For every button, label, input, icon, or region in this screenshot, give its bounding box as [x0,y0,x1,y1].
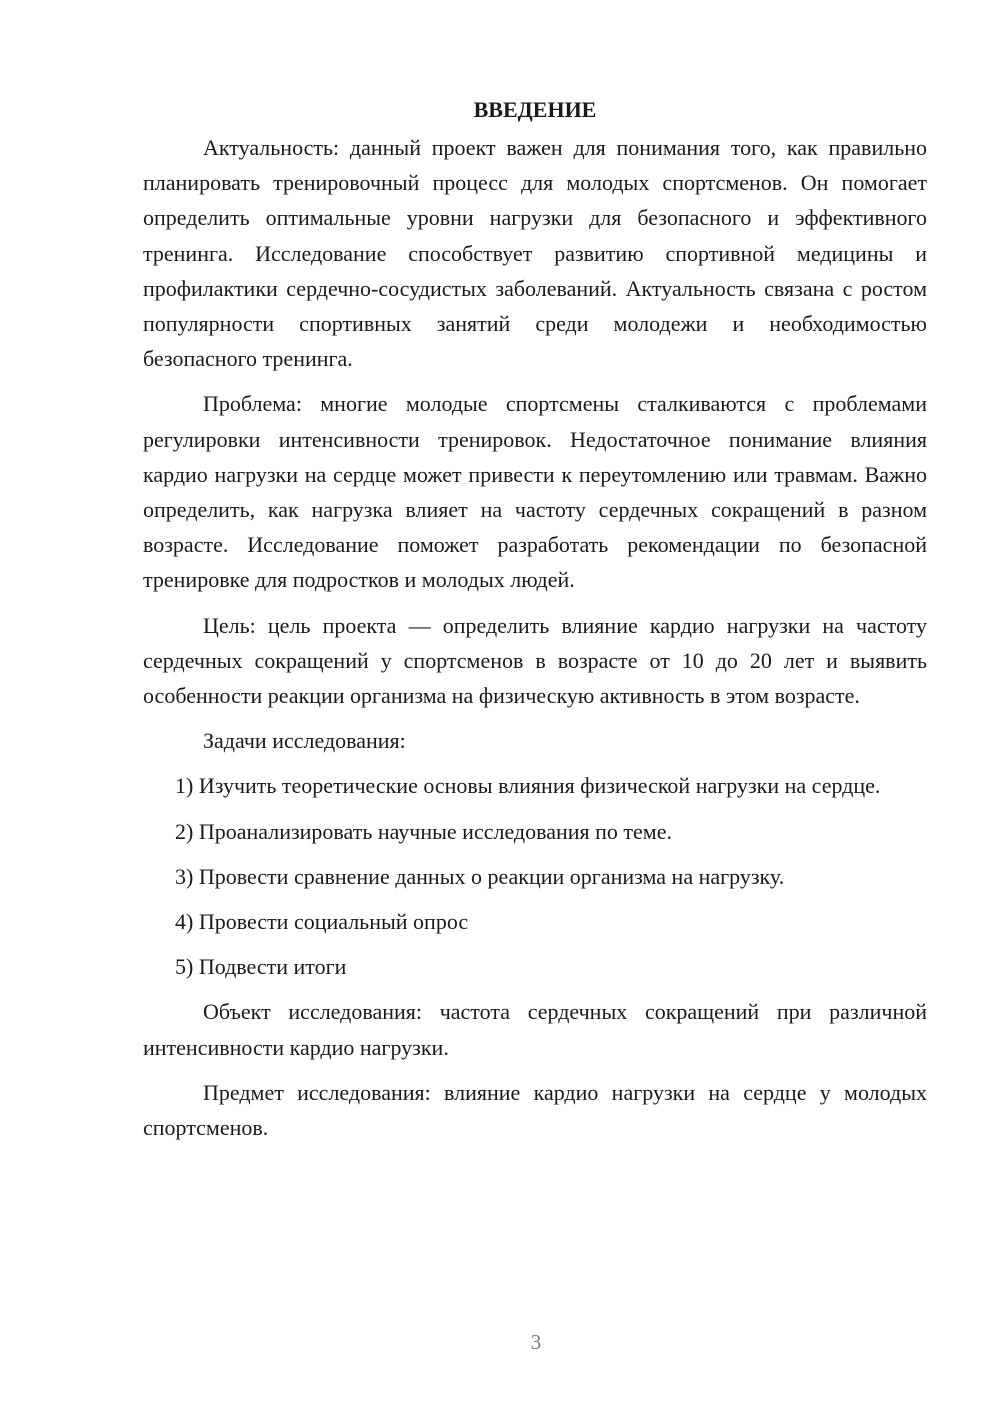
section-heading: ВВЕДЕНИЕ [473,97,597,122]
task-item-1: 1) Изучить теоретические основы влияния физической нагрузки на сердце. [175,773,881,799]
object-paragraph: Объект исследования: частота сердечных сокращений при различной интенсивности кардио нагрузки. [143,999,927,1060]
page-content [143,92,927,1155]
tasks-title: Задачи исследования: [203,728,406,754]
goal-paragraph: Цель: цель проекта — определить влияние кардио нагрузки на частоту сердечных сокращений у спортсменов в возрасте от 10 до 20 лет и выявить особенности реакции организма на физическую активность в этом возрасте. [143,612,927,709]
page-number: 3 [530,1330,542,1354]
relevance-paragraph: Актуальность: данный проект важен для понимания того, как правильно планировать тренировочный процесс для молодых спортсменов. Он помогает определить оптимальные уровни нагрузки для безопасного и эффективного тренинга. Исследование способствует развитию спортивной медицины и профилактики сердечно-сосудистых заболеваний. Актуальность связана с ростом популярности спортивных занятий среди молодежи и необходимостью безопасного тренинга. [143,135,927,372]
task-item-3: 3) Провести сравнение данных о реакции организма на нагрузку. [175,863,785,889]
task-item-2: 2) Проанализировать научные исследования по теме. [175,818,672,844]
problem-paragraph: Проблема: многие молодые спортсмены сталкиваются с проблемами регулировки интенсивности тренировок. Недостаточное понимание влияния кардио нагрузки на сердце может привести к переутомлению или травмам. Важно определить, как нагрузка влияет на частоту сердечных сокращений в разном возрасте. Исследование поможет разработать рекомендации по безопасной тренировке для подростков и молодых людей. [143,391,927,593]
subject-paragraph: Предмет исследования: влияние кардио нагрузки на сердце у молодых спортсменов. [143,1079,927,1141]
task-item-4: 4) Провести социальный опрос [175,909,469,935]
task-item-5: 5) Подвести итоги [175,954,347,980]
